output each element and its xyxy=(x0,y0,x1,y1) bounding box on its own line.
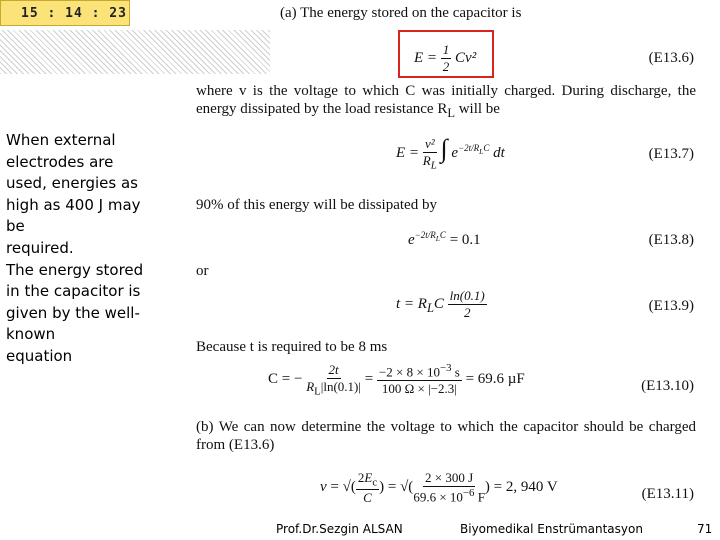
eqno-e1310: (E13.10) xyxy=(641,378,694,394)
paragraph-1-end: will be xyxy=(454,101,500,117)
equation-e137: E = $\frac{\text{v²}}{R_L}$ ∫ $e^{-2t/R_LC}$ dt xyxy=(396,134,505,172)
paragraph-2: 90% of this energy will be dissipated by xyxy=(196,197,437,213)
word-or: or xyxy=(196,263,209,279)
textbook-scan xyxy=(192,0,720,520)
equation-e1310-result: = 69.6 µF xyxy=(465,371,525,388)
equation-e1310: C = − $\frac{2t}{R_L|\ln(0.1)|}$ = $\frac{-2 \times 8 \times 10^{-3} s}{100 \Omega \times |-2.3|}$ = 69.6 µF xyxy=(268,362,525,398)
equation-e136: E = $\frac{1}{2}$ Cv² xyxy=(414,42,477,74)
equation-e138: $e^{-2t/R_LC} = 0.1$ xyxy=(408,230,481,248)
equation-e1311-result: = 2, 940 V xyxy=(493,479,558,496)
eqno-e136: (E13.6) xyxy=(648,50,694,66)
equation-e1311: v = √( $\frac{2E_c}{C}$ ) = √( $\frac{2 \times 300 J}{69.6 \times 10^{-6} F}$ ) = 2, 940 V xyxy=(320,470,558,505)
equation-e139: $t = R_LC$ $\frac{\ln(0.1)}{2}$ xyxy=(396,288,485,320)
paragraph-1-text: where v is the voltage to which C was initially charged. During discharge, the energy dissipated by the load resistance R xyxy=(196,83,696,117)
eqno-e1311: (E13.11) xyxy=(641,486,694,502)
eqno-e139: (E13.9) xyxy=(648,298,694,314)
heading-a: (a) The energy stored on the capacitor is xyxy=(280,5,522,21)
sidebar-text: When external electrodes are used, energies as high as 400 J may be required. The energy stored in the capacitor is given by the well- known equation xyxy=(6,131,144,365)
footer-course: Biyomedikal Enstrümantasyon xyxy=(460,522,643,536)
footer xyxy=(0,520,720,540)
footer-author: Prof.Dr.Sezgin ALSAN xyxy=(276,522,403,536)
heading-b: (b) We can now determine the voltage to which the capacitor should be charged from (E13.6) xyxy=(196,419,696,453)
paragraph-3: Because t is required to be 8 ms xyxy=(196,339,388,355)
footer-page-number: 71 xyxy=(697,522,713,536)
paragraph-1-sub: L xyxy=(447,106,455,120)
paragraph-1 xyxy=(196,82,696,122)
eqno-e138: (E13.8) xyxy=(648,232,694,248)
timer-badge: 15 : 14 : 23 xyxy=(0,0,130,26)
eqno-e137: (E13.7) xyxy=(648,146,694,162)
equation-e138-rhs: = 0.1 xyxy=(449,232,481,248)
